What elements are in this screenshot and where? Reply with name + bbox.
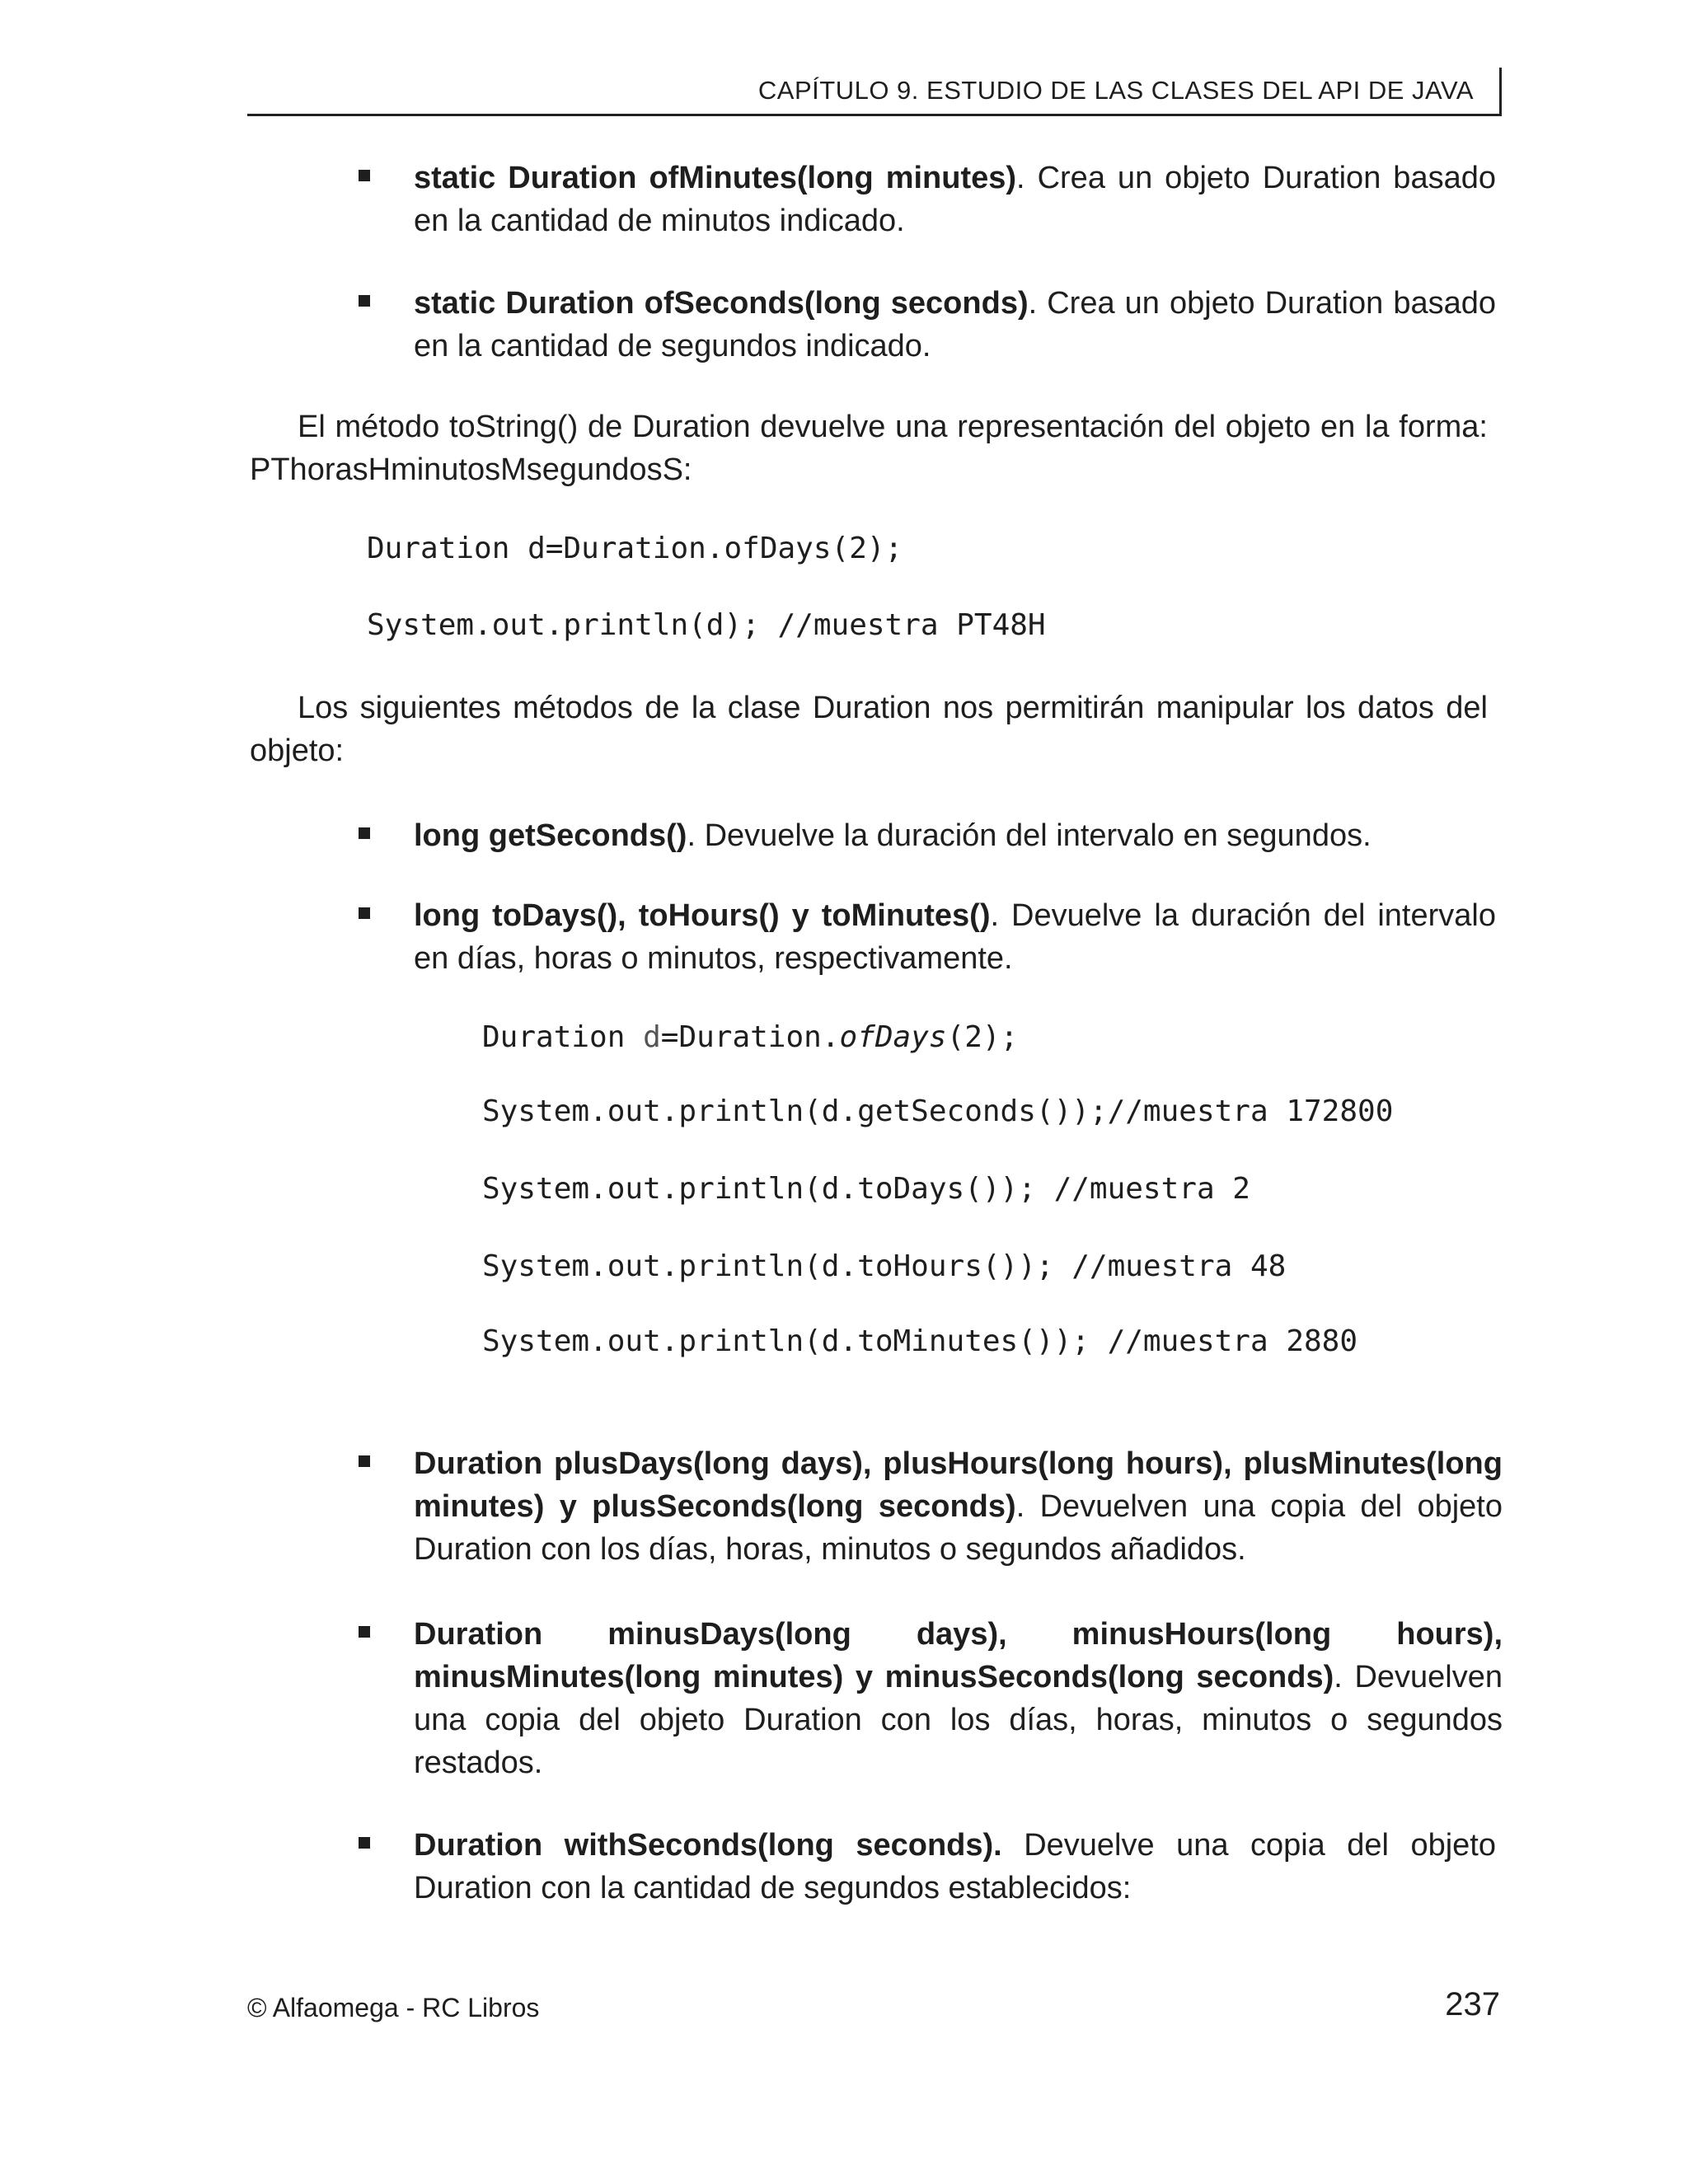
- list-item: [359, 157, 1496, 242]
- list-item: [359, 282, 1496, 368]
- method-description: Devuelve una copia del objeto Duration con la cantidad de segundos establecidos:: [414, 1828, 1497, 1905]
- chapter-title: CAPÍTULO 9. ESTUDIO DE LAS CLASES DEL API DE JAVA: [757, 76, 1474, 105]
- method-signature: long toDays(), toHours() y toMinutes(): [414, 898, 991, 933]
- method-signature: Duration minusDays(long days), minusHours(long hours),: [414, 1617, 1503, 1652]
- bullet-text: [414, 1613, 1503, 1784]
- method-description: . Devuelve la duración del intervalo en segundos.: [687, 818, 1372, 853]
- list-item: [359, 814, 1496, 857]
- method-signature: minusMinutes(long minutes) y minusSeconds(long seconds): [414, 1660, 1334, 1694]
- bullet-text: [414, 1824, 1496, 1910]
- list-item: [359, 1824, 1496, 1910]
- bullet-text: [414, 282, 1496, 368]
- bullet-text: [414, 157, 1496, 242]
- code-line: System.out.println(d); //muestra PT48H: [367, 608, 1046, 642]
- bullet-marker: [359, 1626, 370, 1638]
- code-line: Duration d=Duration.ofDays(2);: [367, 532, 903, 565]
- code-line: System.out.println(d.toMinutes()); //muestra 2880: [482, 1324, 1358, 1358]
- bullet-marker: [359, 827, 370, 839]
- list-item: [359, 894, 1496, 980]
- page-number: 237: [1445, 1986, 1500, 2022]
- bullet-marker: [359, 907, 370, 919]
- code-line: Duration d=Duration.ofDays(2);: [482, 1020, 1019, 1054]
- list-item: [359, 1442, 1503, 1571]
- method-description: . Devuelven una copia del objeto Duration con los días, horas, minutos o segundos añadidos.: [414, 1489, 1503, 1567]
- bullet-text: [414, 1442, 1503, 1571]
- bullet-marker: [359, 295, 370, 307]
- code-line: System.out.println(d.toHours()); //muestra 48: [482, 1249, 1287, 1283]
- bullet-text: [414, 894, 1496, 980]
- paragraph-text: Los siguientes métodos de la clase Duration nos permitirán manipular los datos del objeto:: [250, 691, 1488, 768]
- code-line: System.out.println(d.getSeconds());//muestra 172800: [482, 1094, 1394, 1128]
- code-line: System.out.println(d.toDays()); //muestra 2: [482, 1172, 1250, 1206]
- method-signature: Duration plusDays(long days), plusHours(long hours), plusMinutes(long minutes) y plusSeconds(long seconds): [414, 1446, 1503, 1524]
- method-description: . Devuelve la duración del intervalo en días, horas o minutos, respectivamente.: [414, 898, 1496, 976]
- list-item: [359, 1613, 1503, 1784]
- bullet-marker: [359, 1837, 370, 1849]
- method-signature: Duration withSeconds(long seconds).: [414, 1828, 1002, 1863]
- method-signature: static Duration ofMinutes(long minutes): [414, 161, 1017, 195]
- bullet-text: [414, 814, 1496, 857]
- bullet-marker: [359, 1455, 370, 1467]
- running-header: [247, 68, 1502, 116]
- method-description: . Devuelven una copia del objeto Duration con los días, horas, minutos o segundos restados.: [414, 1660, 1503, 1780]
- paragraph-tostring: [250, 405, 1488, 491]
- paragraph-text: El método toString() de Duration devuelve una representación del objeto en la forma: PThorasHminutosMsegundosS:: [250, 410, 1488, 487]
- method-signature: long getSeconds(): [414, 818, 687, 853]
- publisher-credit: © Alfaomega - RC Libros: [247, 1993, 540, 2022]
- method-description: . Crea un objeto Duration basado en la cantidad de minutos indicado.: [414, 161, 1496, 238]
- header-rule: [1499, 68, 1502, 114]
- paragraph-methods: [250, 687, 1488, 772]
- method-signature: static Duration ofSeconds(long seconds): [414, 286, 1029, 321]
- method-description: . Crea un objeto Duration basado en la cantidad de segundos indicado.: [414, 286, 1496, 363]
- bullet-marker: [359, 170, 370, 181]
